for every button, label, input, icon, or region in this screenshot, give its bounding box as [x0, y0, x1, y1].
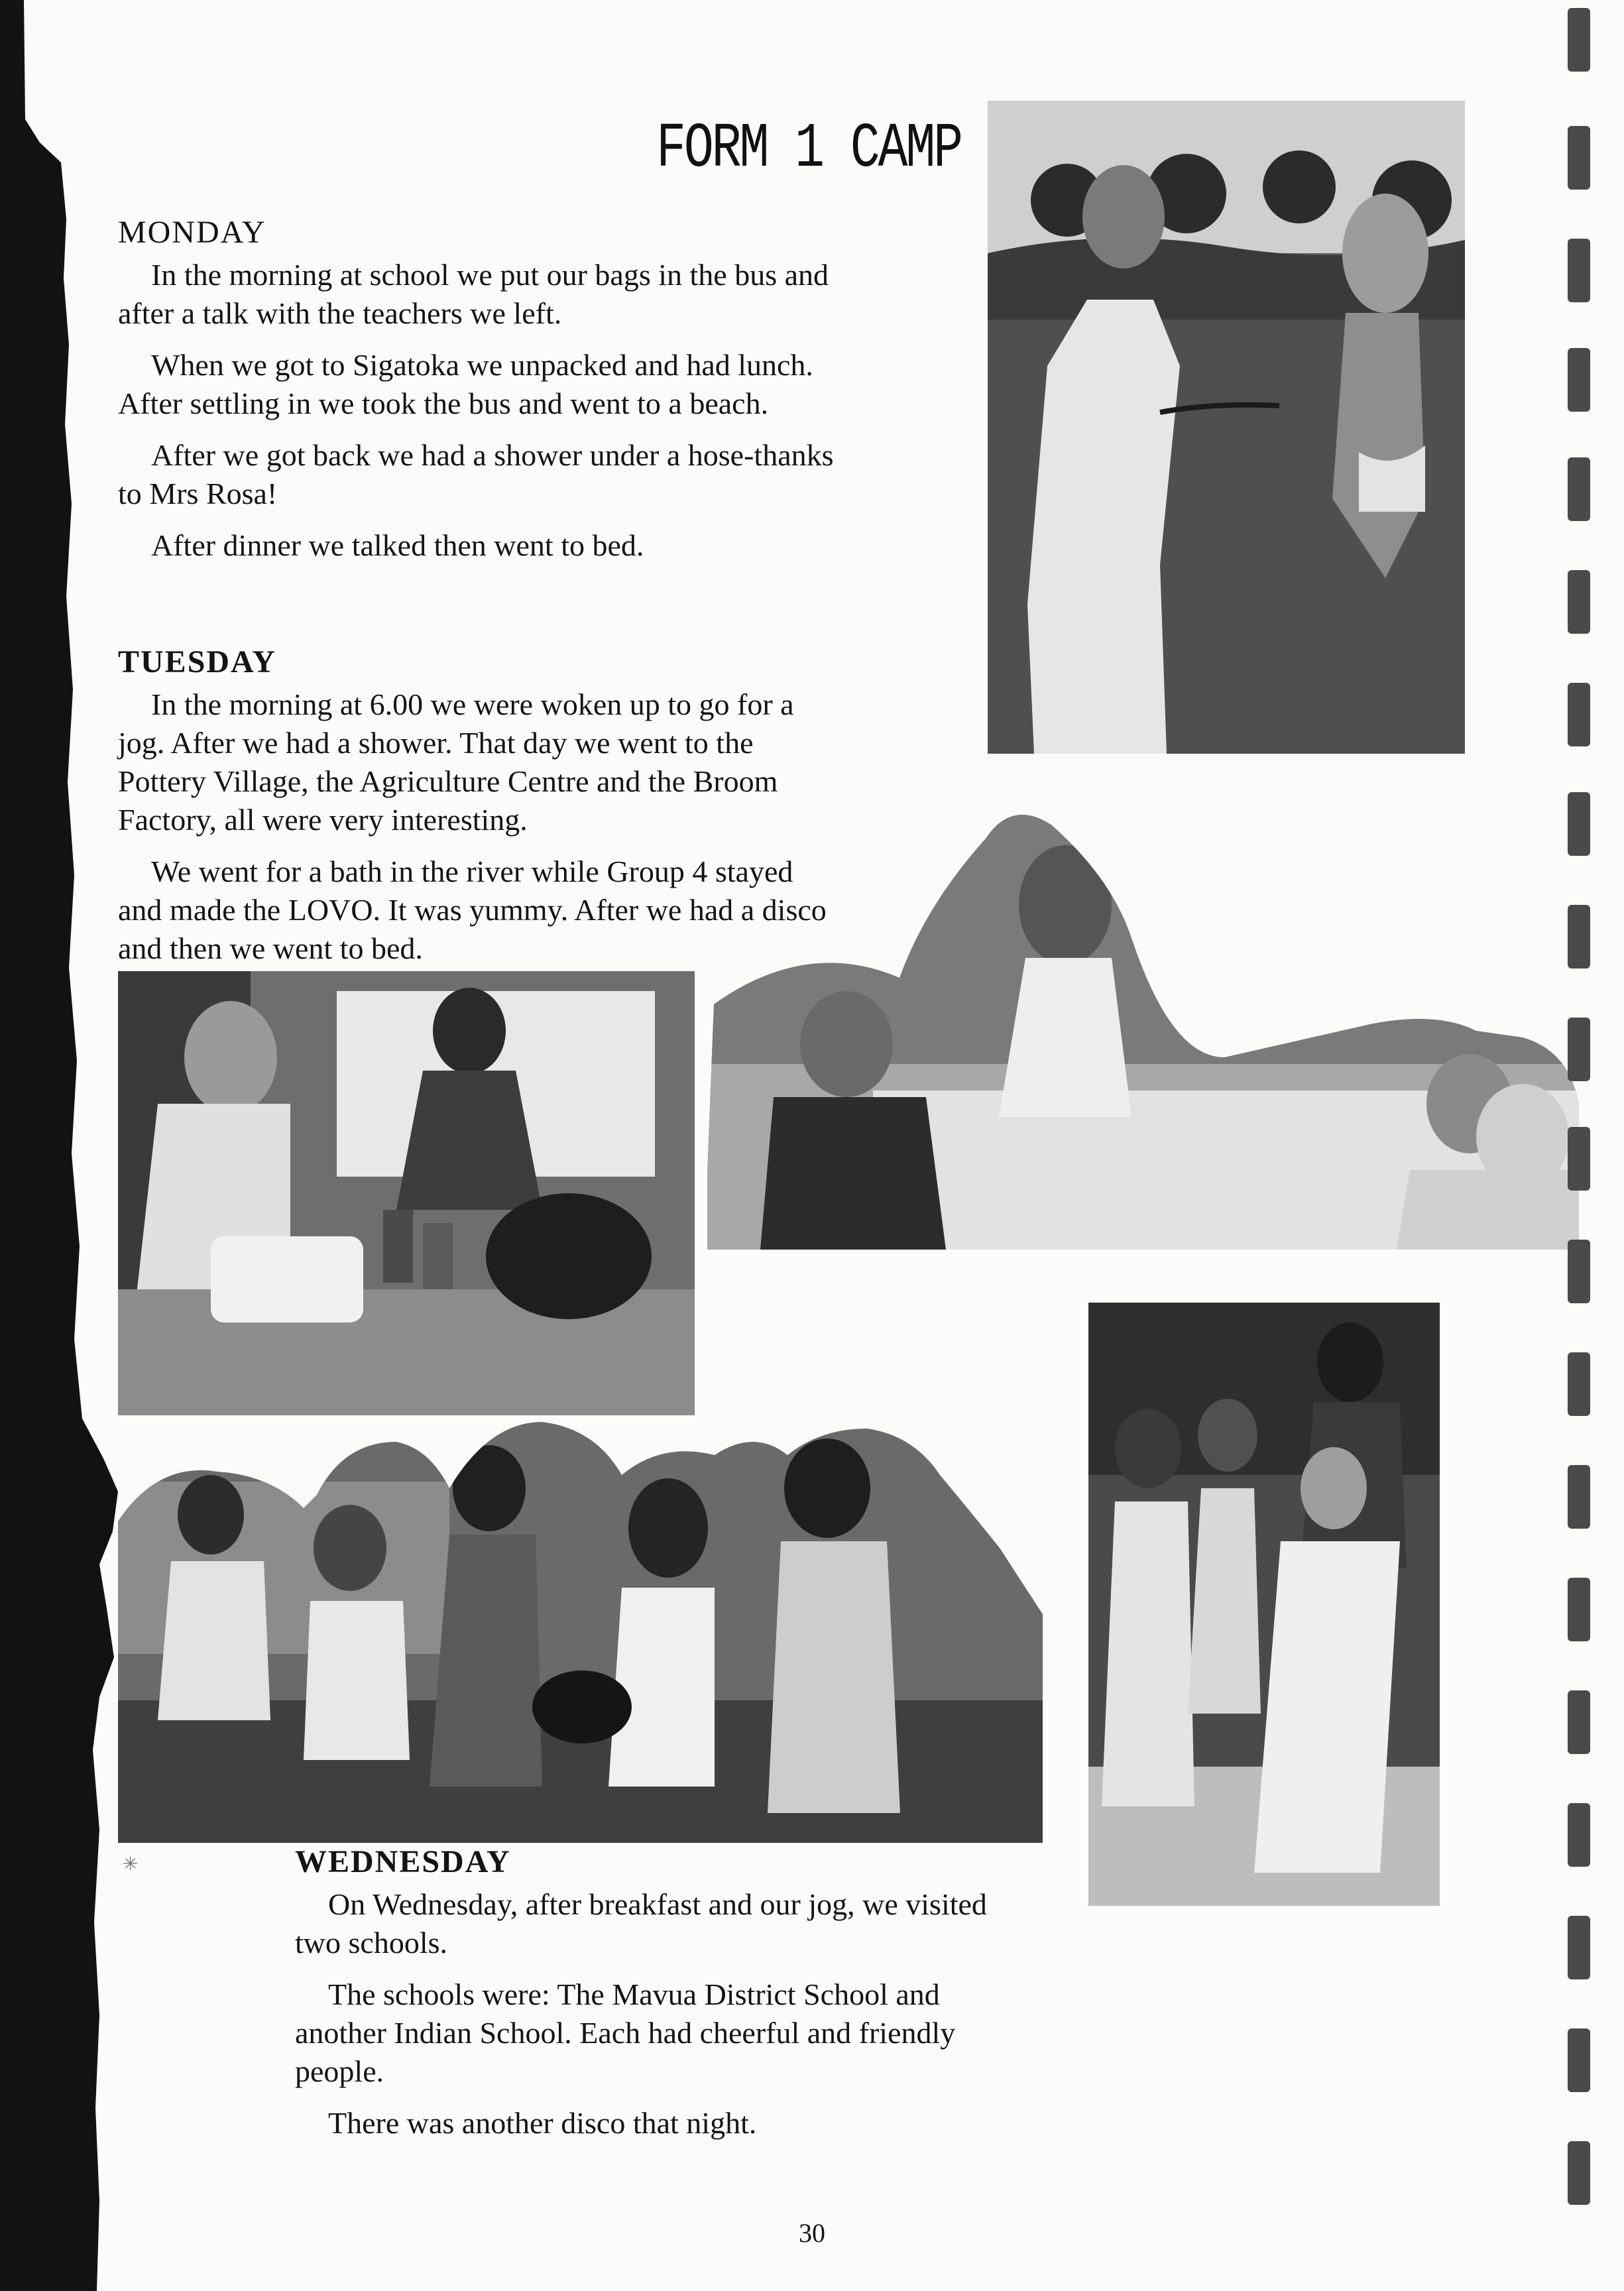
- wednesday-paragraph: The schools were: The Mavua District School and another Indian School. Each had cheerful and friendly people.: [295, 1977, 956, 2088]
- binding-hole: [1568, 457, 1590, 521]
- page-number: 30: [799, 2218, 825, 2248]
- binding-hole: [1568, 570, 1590, 634]
- photo-group-outdoors: [1088, 1303, 1440, 1906]
- photo-children-with-plates: [118, 1415, 1043, 1843]
- binding-hole: [1568, 126, 1590, 190]
- binding-hole: [1568, 239, 1590, 302]
- wednesday-section: [295, 1843, 1034, 2156]
- binding-hole: [1568, 1352, 1590, 1416]
- monday-paragraph: After we got back we had a shower under a hose-thanks to Mrs Rosa!: [118, 438, 834, 510]
- binding-hole: [1568, 1803, 1590, 1867]
- page-title: FORM 1 CAMP: [656, 113, 961, 185]
- binding-hole: [1568, 1578, 1590, 1641]
- photo-thumbs-up-table: [707, 799, 1579, 1250]
- tuesday-heading: TUESDAY: [118, 644, 276, 679]
- binding-hole: [1568, 1240, 1590, 1303]
- binding-hole: [1568, 2141, 1590, 2205]
- binding-hole: [1568, 1690, 1590, 1754]
- photo-kitchen-kettle: [118, 971, 695, 1415]
- photo-hose-shower: [988, 101, 1465, 754]
- binding-hole: [1568, 905, 1590, 969]
- monday-heading: MONDAY: [118, 215, 266, 250]
- tuesday-paragraph: We went for a bath in the river while Group 4 stayed and made the LOVO. It was yummy. After we had a disco and then we went to bed.: [118, 854, 827, 965]
- binding-hole: [1568, 792, 1590, 856]
- binding-hole: [1568, 1916, 1590, 1979]
- wednesday-paragraph: On Wednesday, after breakfast and our jog, we visited two schools.: [295, 1887, 987, 1960]
- binding-hole: [1568, 8, 1590, 72]
- wednesday-heading: WEDNESDAY: [295, 1844, 511, 1879]
- monday-section: [118, 213, 834, 578]
- binding-hole: [1568, 683, 1590, 746]
- binding-hole: [1568, 1018, 1590, 1081]
- tuesday-paragraph: In the morning at 6.00 we were woken up to go for a jog. After we had a shower. That day we went to the Pottery Village, the Agriculture Centre and the Broom Factory, all were very interesting.: [118, 687, 794, 837]
- binding-hole: [1568, 2028, 1590, 2092]
- torn-page-edge: [0, 0, 126, 2291]
- binding-hole: [1568, 1465, 1590, 1529]
- binding-hole: [1568, 348, 1590, 412]
- binding-hole: [1568, 1127, 1590, 1191]
- monday-paragraph: In the morning at school we put our bags in the bus and after a talk with the teachers we left.: [118, 258, 829, 330]
- monday-paragraph: When we got to Sigatoka we unpacked and had lunch. After settling in we took the bus and went to a beach.: [118, 348, 813, 420]
- ornament-icon: ✳: [123, 1854, 139, 1875]
- monday-paragraph: After dinner we talked then went to bed.: [151, 528, 644, 562]
- wednesday-paragraph: There was another disco that night.: [328, 2106, 757, 2140]
